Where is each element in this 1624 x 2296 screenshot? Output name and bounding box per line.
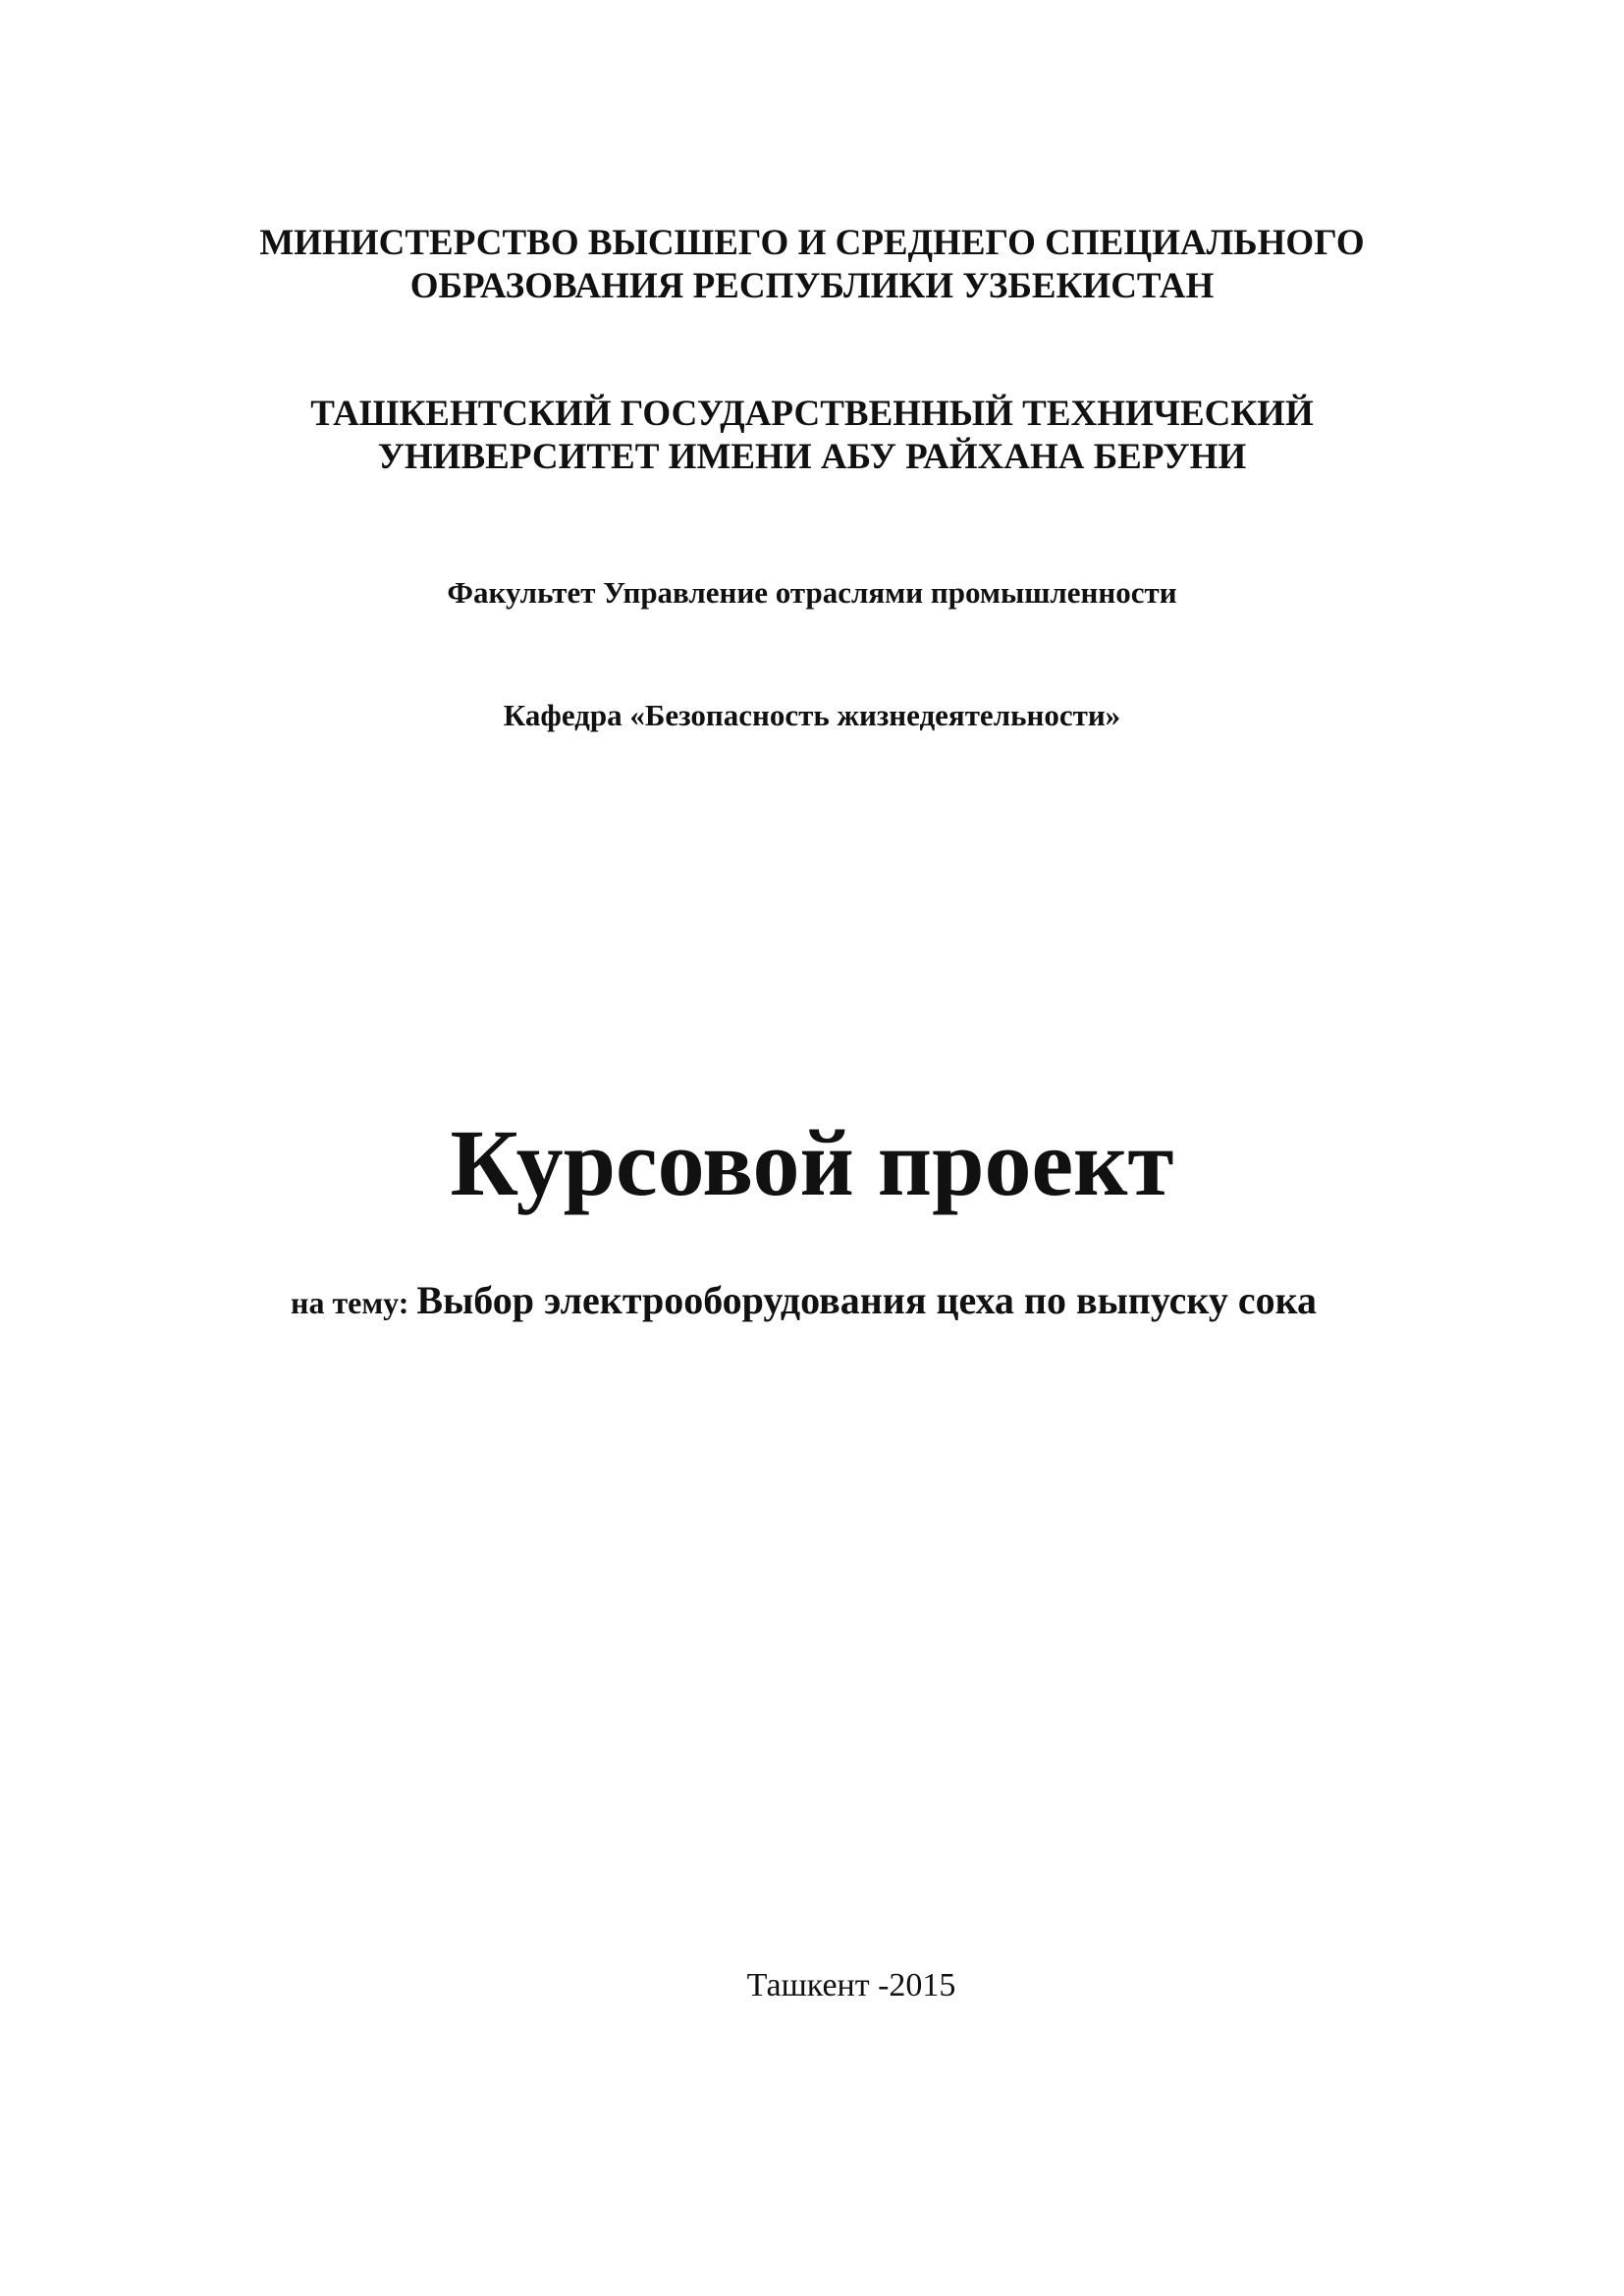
place-and-year: Ташкент -2015 [746, 1967, 956, 2003]
university-line-1: ТАШКЕНТСКИЙ ГОСУДАРСТВЕННЫЙ ТЕХНИЧЕСКИЙ [310, 394, 1314, 434]
document-title: Курсовой проект [450, 1110, 1174, 1215]
topic-text: Выбор электрооборудования цеха по выпуску сока [416, 1278, 1318, 1322]
faculty-name: Факультет Управление отраслями промышленности [447, 575, 1177, 610]
project-topic [291, 1276, 1317, 1334]
ministry-line-1: МИНИСТЕРСТВО ВЫСШЕГО И СРЕДНЕГО СПЕЦИАЛЬНОГО [259, 223, 1365, 263]
university-line-2: УНИВЕРСИТЕТ ИМЕНИ АБУ РАЙХАНА БЕРУНИ [377, 437, 1247, 477]
department-name: Кафедра «Безопасность жизнедеятельности» [503, 698, 1121, 732]
ministry-heading [0, 222, 1624, 308]
ministry-line-2: ОБРАЗОВАНИЯ РЕСПУБЛИКИ УЗБЕКИСТАН [409, 266, 1215, 306]
topic-prefix: на тему: [291, 1285, 417, 1320]
university-heading [0, 393, 1624, 479]
